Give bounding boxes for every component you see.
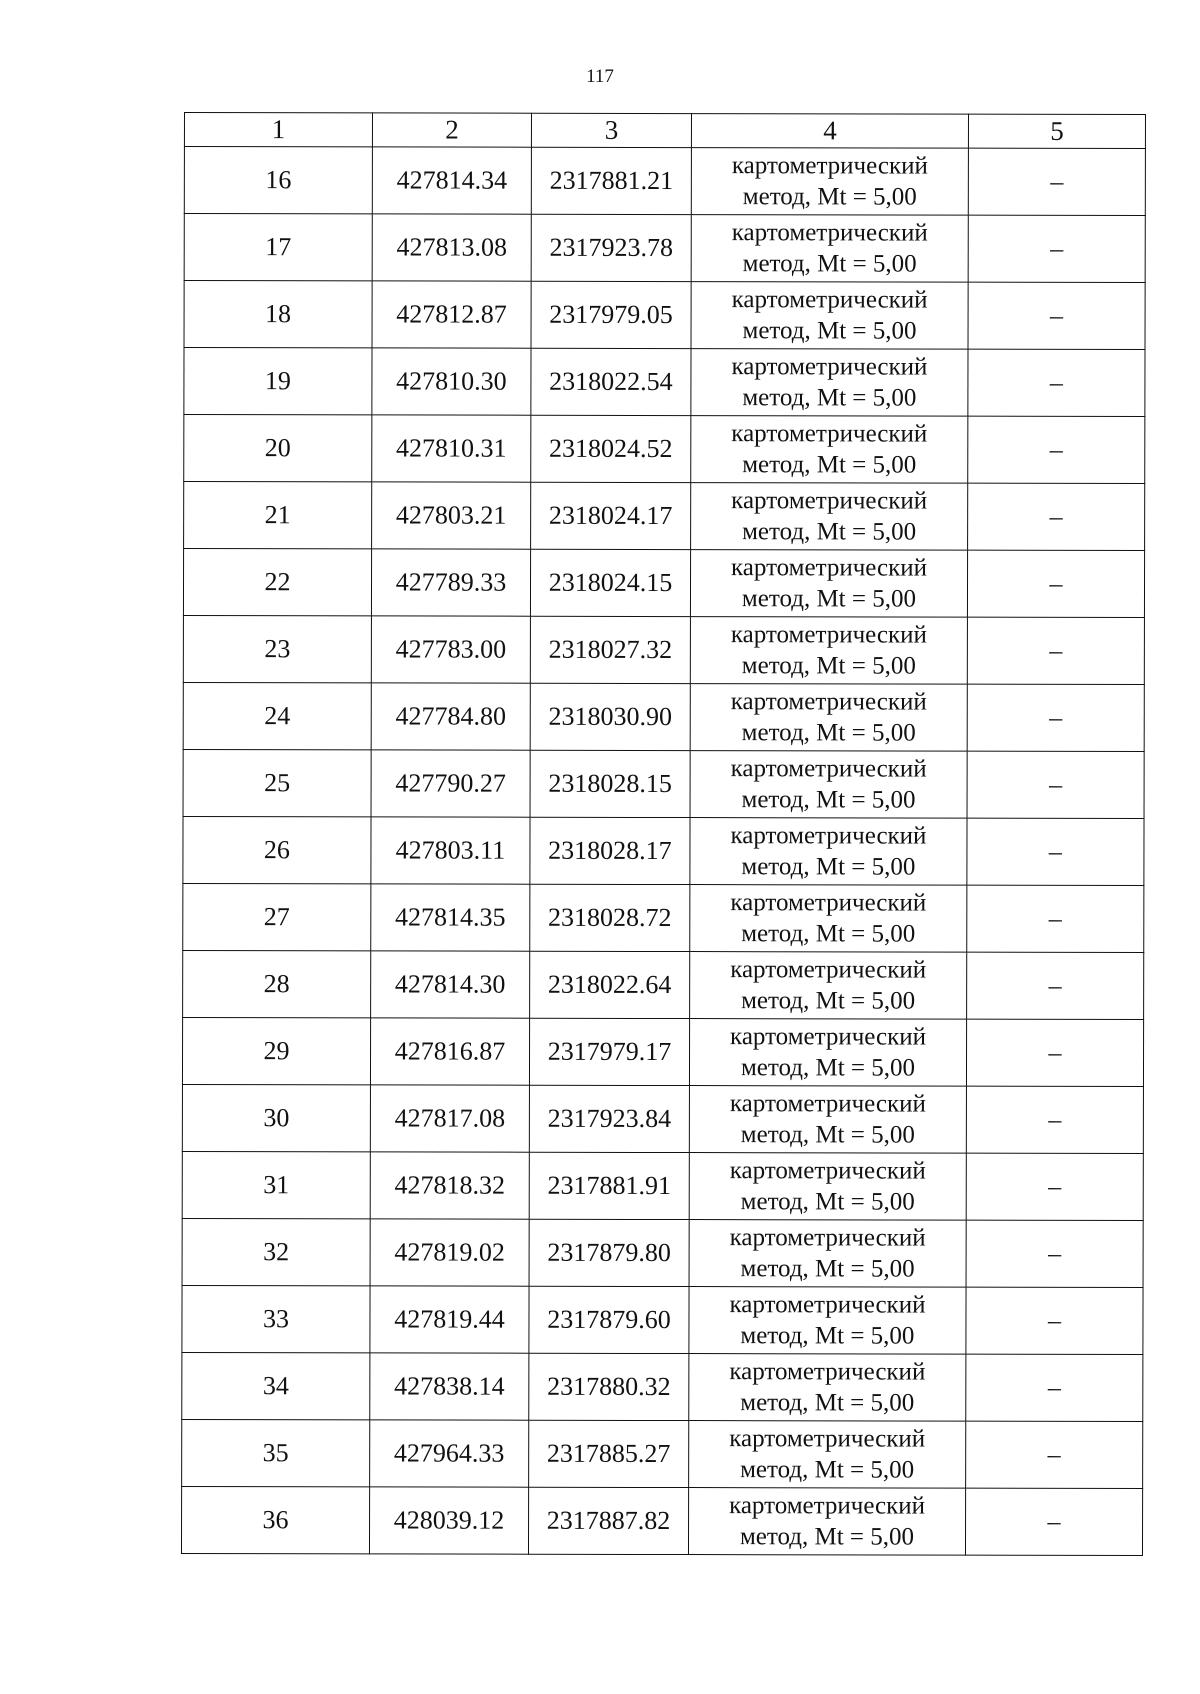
note-cell: –: [967, 885, 1144, 952]
point-number-cell: 31: [182, 1151, 370, 1218]
x-coordinate-cell: 427812.87: [372, 281, 531, 348]
method-accuracy: метод, Mt = 5,00: [742, 183, 917, 211]
method-accuracy: метод, Mt = 5,00: [742, 317, 917, 345]
point-number-cell: 28: [183, 950, 371, 1017]
note-cell: –: [967, 952, 1144, 1019]
method-name: картометрический: [729, 1157, 926, 1185]
table-row: [184, 281, 1145, 350]
y-coordinate-cell: 2317881.21: [531, 147, 691, 214]
method-accuracy: метод, Mt = 5,00: [740, 1255, 915, 1283]
method-cell: [690, 885, 967, 953]
x-coordinate-cell: 427810.31: [372, 415, 531, 482]
y-coordinate-cell: 2318022.54: [531, 348, 691, 415]
method-name: картометрический: [729, 1224, 926, 1252]
method-cell: [691, 282, 968, 350]
method-name: картометрический: [731, 554, 928, 582]
method-accuracy: метод, Mt = 5,00: [742, 384, 917, 412]
y-coordinate-cell: 2317979.17: [529, 1018, 689, 1085]
x-coordinate-cell: 427819.02: [370, 1219, 529, 1286]
point-number-cell: 33: [182, 1285, 370, 1352]
table-row: [184, 415, 1145, 484]
note-cell: –: [967, 550, 1144, 617]
x-coordinate-cell: 427803.21: [372, 482, 531, 549]
x-coordinate-cell: 427819.44: [370, 1286, 529, 1353]
x-coordinate-cell: 427784.80: [371, 683, 530, 750]
note-cell: –: [967, 684, 1144, 751]
header-row: [184, 113, 1145, 149]
header-col-2: 2: [372, 113, 531, 147]
point-number-cell: 24: [183, 682, 371, 749]
method-cell: [690, 617, 967, 685]
x-coordinate-cell: 427814.30: [371, 951, 530, 1018]
table-row: [183, 816, 1144, 885]
y-coordinate-cell: 2318024.17: [531, 482, 691, 549]
x-coordinate-cell: 427816.87: [370, 1018, 529, 1085]
x-coordinate-cell: 427814.35: [371, 884, 530, 951]
method-name: картометрический: [730, 621, 927, 649]
method-accuracy: метод, Mt = 5,00: [742, 250, 917, 278]
x-coordinate-cell: 427803.11: [371, 817, 530, 884]
table-row: [183, 883, 1144, 952]
table-row: [184, 348, 1145, 417]
method-name: картометрический: [731, 152, 928, 180]
table-row: [182, 1084, 1143, 1153]
method-name: картометрический: [730, 822, 927, 850]
table-row: [182, 1352, 1143, 1421]
point-number-cell: 21: [184, 482, 372, 549]
method-cell: [690, 550, 967, 618]
y-coordinate-cell: 2318024.52: [531, 415, 691, 482]
x-coordinate-cell: 427838.14: [370, 1353, 529, 1420]
method-cell: [691, 148, 968, 216]
header-col-1: 1: [184, 113, 372, 147]
method-cell: [689, 1354, 966, 1422]
table-row: [182, 1218, 1143, 1287]
header-col-3: 3: [531, 113, 691, 147]
method-cell: [688, 1488, 965, 1556]
x-coordinate-cell: 427964.33: [370, 1420, 529, 1487]
x-coordinate-cell: 427818.32: [370, 1152, 529, 1219]
method-accuracy: метод, Mt = 5,00: [740, 1456, 915, 1484]
table-row: [184, 214, 1145, 283]
x-coordinate-cell: 427813.08: [372, 214, 531, 281]
table-row: [183, 615, 1144, 684]
page-number: 117: [586, 66, 614, 87]
point-number-cell: 34: [182, 1352, 370, 1419]
point-number-cell: 22: [183, 549, 371, 616]
note-cell: –: [967, 617, 1144, 684]
method-cell: [690, 751, 967, 819]
method-cell: [689, 1019, 966, 1087]
method-cell: [690, 684, 967, 752]
method-accuracy: метод, Mt = 5,00: [740, 1054, 916, 1082]
method-cell: [691, 349, 968, 417]
method-cell: [689, 1287, 966, 1355]
y-coordinate-cell: 2317923.84: [529, 1085, 689, 1152]
method-name: картометрический: [730, 889, 927, 917]
method-accuracy: метод, Mt = 5,00: [741, 719, 916, 747]
table-row: [183, 749, 1144, 818]
note-cell: –: [966, 1287, 1143, 1354]
table-row: [181, 1486, 1142, 1555]
note-cell: –: [966, 1019, 1143, 1086]
table-row: [182, 1017, 1143, 1086]
point-number-cell: 26: [183, 816, 371, 883]
x-coordinate-cell: 427817.08: [370, 1085, 529, 1152]
table-row: [182, 1419, 1143, 1488]
method-name: картометрический: [729, 1358, 926, 1386]
table-row: [183, 549, 1144, 618]
method-name: картометрический: [731, 487, 928, 515]
method-cell: [690, 818, 967, 886]
method-cell: [689, 1086, 966, 1154]
method-name: картометрический: [729, 1291, 926, 1319]
header-col-4: 4: [691, 114, 968, 149]
method-cell: [689, 1421, 966, 1489]
note-cell: –: [966, 1421, 1143, 1488]
table-row: [182, 1285, 1143, 1354]
note-cell: –: [968, 215, 1145, 282]
y-coordinate-cell: 2318030.90: [530, 683, 690, 750]
method-accuracy: метод, Mt = 5,00: [741, 585, 917, 613]
method-accuracy: метод, Mt = 5,00: [741, 853, 916, 881]
method-name: картометрический: [729, 1090, 926, 1118]
method-accuracy: метод, Mt = 5,00: [741, 987, 916, 1015]
table-row: [182, 1151, 1143, 1220]
y-coordinate-cell: 2317879.80: [529, 1219, 689, 1286]
point-number-cell: 29: [182, 1017, 370, 1084]
y-coordinate-cell: 2318027.32: [530, 616, 690, 683]
y-coordinate-cell: 2318022.64: [530, 951, 690, 1018]
method-cell: [690, 952, 967, 1020]
y-coordinate-cell: 2317979.05: [531, 281, 691, 348]
point-number-cell: 32: [182, 1218, 370, 1285]
point-number-cell: 27: [183, 883, 371, 950]
point-number-cell: 16: [184, 147, 372, 214]
table-row: [183, 950, 1144, 1019]
method-cell: [691, 215, 968, 283]
y-coordinate-cell: 2317885.27: [529, 1420, 689, 1487]
coordinates-table: [181, 112, 1146, 1556]
method-accuracy: метод, Mt = 5,00: [741, 786, 916, 814]
method-accuracy: метод, Mt = 5,00: [739, 1523, 915, 1551]
y-coordinate-cell: 2318024.15: [530, 549, 690, 616]
x-coordinate-cell: 427789.33: [371, 549, 530, 616]
method-name: картометрический: [729, 1425, 926, 1453]
table-body: [181, 147, 1145, 1556]
y-coordinate-cell: 2318028.72: [530, 884, 690, 951]
method-cell: [689, 1220, 966, 1288]
x-coordinate-cell: 428039.12: [369, 1487, 528, 1554]
note-cell: –: [968, 349, 1145, 416]
x-coordinate-cell: 427810.30: [372, 348, 531, 415]
point-number-cell: 17: [184, 214, 372, 281]
note-cell: –: [966, 1354, 1143, 1421]
method-accuracy: метод, Mt = 5,00: [740, 1322, 915, 1350]
method-accuracy: метод, Mt = 5,00: [740, 1188, 915, 1216]
y-coordinate-cell: 2317881.91: [529, 1152, 689, 1219]
method-name: картометрический: [730, 755, 927, 783]
note-cell: –: [966, 1086, 1143, 1153]
x-coordinate-cell: 427790.27: [371, 750, 530, 817]
method-name: картометрический: [731, 420, 928, 448]
method-name: картометрический: [730, 1023, 927, 1051]
x-coordinate-cell: 427783.00: [371, 616, 530, 683]
point-number-cell: 35: [182, 1419, 370, 1486]
method-name: картометрический: [730, 688, 927, 716]
y-coordinate-cell: 2317879.60: [529, 1286, 689, 1353]
method-accuracy: метод, Mt = 5,00: [741, 920, 916, 948]
method-cell: [691, 416, 968, 484]
point-number-cell: 20: [184, 415, 372, 482]
point-number-cell: 30: [182, 1084, 370, 1151]
y-coordinate-cell: 2317923.78: [531, 214, 691, 281]
y-coordinate-cell: 2317880.32: [529, 1353, 689, 1420]
note-cell: –: [966, 1220, 1143, 1287]
note-cell: –: [968, 282, 1145, 349]
note-cell: –: [968, 148, 1145, 215]
note-cell: –: [967, 751, 1144, 818]
method-name: картометрический: [730, 956, 927, 984]
y-coordinate-cell: 2317887.82: [528, 1487, 688, 1554]
table-row: [183, 682, 1144, 751]
note-cell: –: [968, 483, 1145, 550]
y-coordinate-cell: 2318028.17: [530, 817, 690, 884]
method-accuracy: метод, Mt = 5,00: [740, 1121, 915, 1149]
table-row: [184, 147, 1145, 216]
method-name: картометрический: [731, 286, 928, 314]
note-cell: –: [965, 1488, 1142, 1555]
method-name: картометрический: [729, 1492, 926, 1520]
note-cell: –: [968, 416, 1145, 483]
method-cell: [689, 1153, 966, 1221]
note-cell: –: [967, 818, 1144, 885]
method-name: картометрический: [731, 219, 928, 247]
method-accuracy: метод, Mt = 5,00: [740, 1389, 915, 1417]
point-number-cell: 25: [183, 749, 371, 816]
header-col-5: 5: [968, 114, 1145, 148]
point-number-cell: 19: [184, 348, 372, 415]
point-number-cell: 23: [183, 615, 371, 682]
method-accuracy: метод, Mt = 5,00: [741, 652, 916, 680]
method-accuracy: метод, Mt = 5,00: [742, 451, 917, 479]
y-coordinate-cell: 2318028.15: [530, 750, 690, 817]
point-number-cell: 18: [184, 281, 372, 348]
table-row: [184, 482, 1145, 551]
method-name: картометрический: [731, 353, 928, 381]
method-cell: [691, 483, 968, 551]
point-number-cell: 36: [181, 1486, 369, 1553]
x-coordinate-cell: 427814.34: [372, 147, 531, 214]
note-cell: –: [966, 1153, 1143, 1220]
method-accuracy: метод, Mt = 5,00: [742, 518, 917, 546]
